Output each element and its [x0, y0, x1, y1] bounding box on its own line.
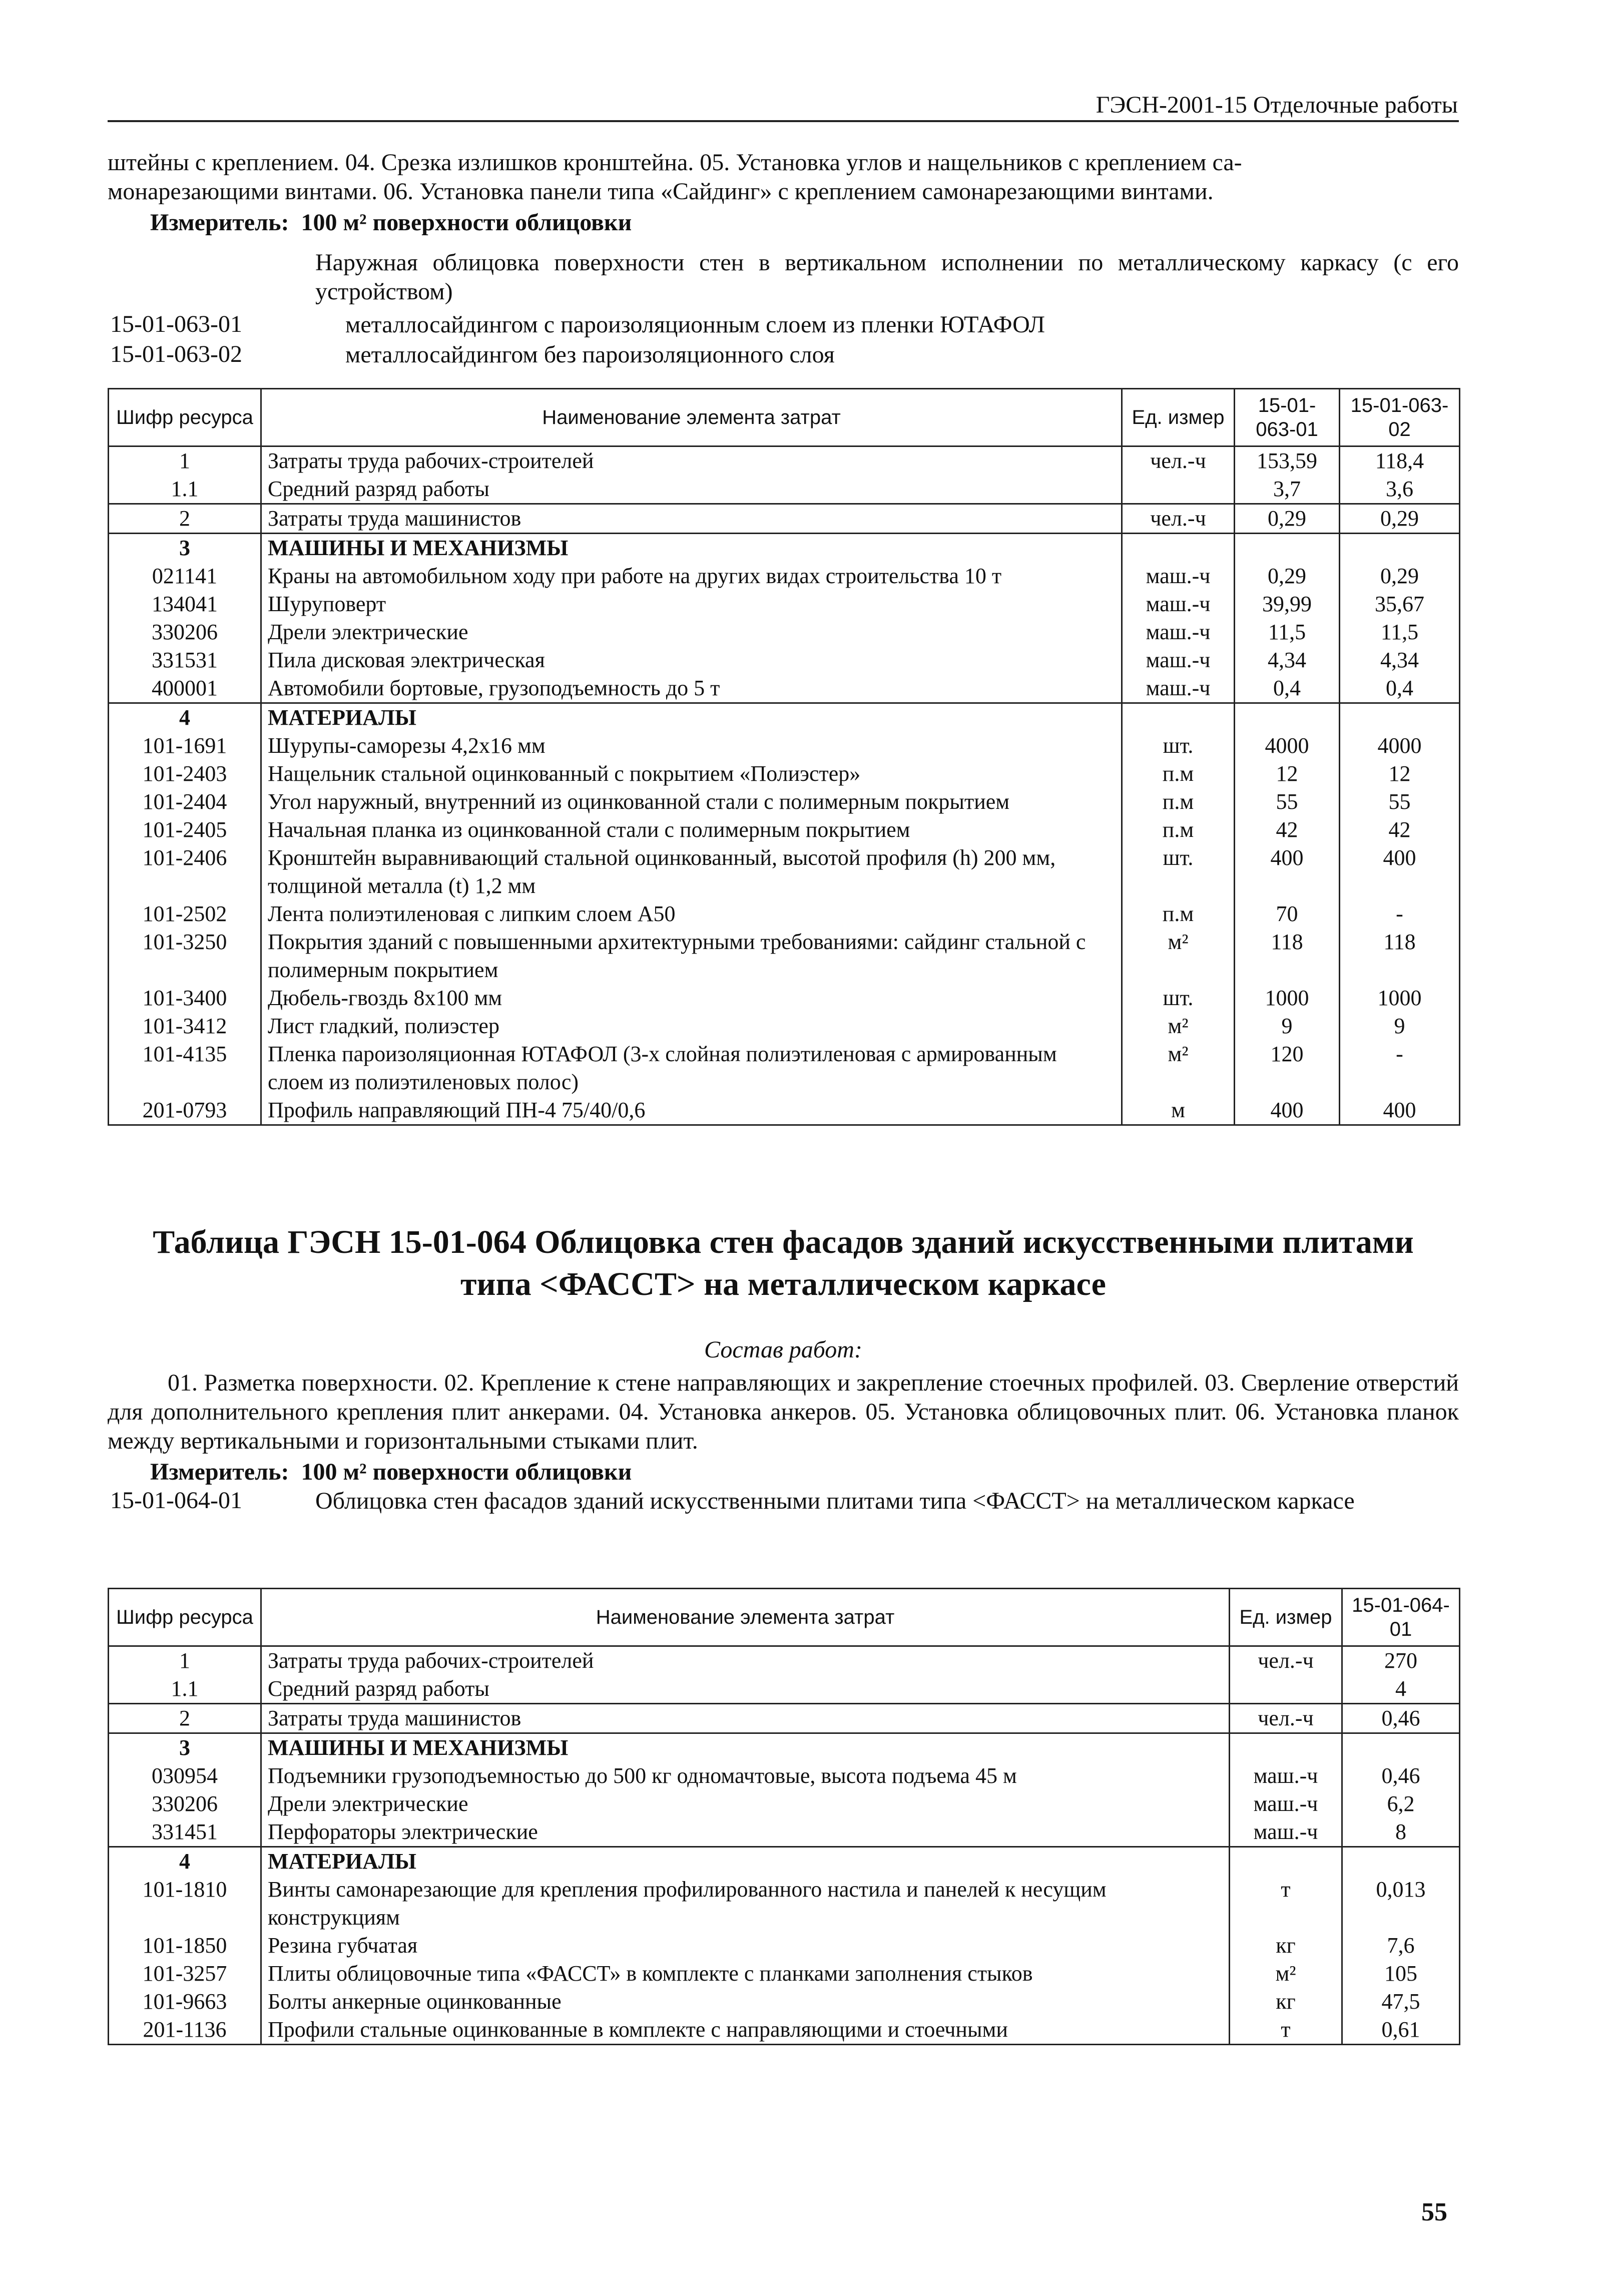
cell-norm-2: 35,67	[1340, 590, 1460, 618]
cell-norm-2	[1340, 534, 1460, 563]
cell-norm-2: 11,5	[1340, 618, 1460, 646]
cell-norm-2: 0,29	[1340, 562, 1460, 590]
cell-name: Средний разряд работы	[261, 475, 1122, 504]
cell-name: Угол наружный, внутренний из оцинкованной стали с полимерным покрытием	[261, 788, 1122, 816]
table-row	[109, 1012, 1460, 1040]
table-row	[109, 1040, 1460, 1096]
cell-code: 101-2403	[109, 760, 261, 788]
cell-name: Пленка пароизоляционная ЮТАФОЛ (3-х слойная полиэтиленовая с армированным слоем из полиэтиленовых полос)	[261, 1040, 1122, 1096]
meter-label-text: Измеритель:	[150, 1459, 289, 1485]
table-header-row	[109, 1589, 1460, 1646]
col-header-unit: Ед. измер	[1230, 1589, 1342, 1646]
col-header-name: Наименование элемента затрат	[261, 389, 1122, 446]
cell-norm-1: 7,6	[1342, 1932, 1460, 1960]
item-text: Облицовка стен фасадов зданий искусственными плитами типа <ФАССТ> на металлическом каркасе	[315, 1488, 1355, 1514]
cell-norm-2: 12	[1340, 760, 1460, 788]
cell-norm-1: 400	[1235, 1096, 1340, 1125]
cell-unit: шт.	[1122, 844, 1235, 900]
table-row	[109, 534, 1460, 563]
table-row	[109, 1988, 1460, 2016]
composition-label: Состав работ:	[704, 1336, 862, 1363]
table-row	[109, 504, 1460, 534]
resource-table-063	[108, 388, 1460, 1126]
cell-code: 201-0793	[109, 1096, 261, 1125]
meter-label-text: Измеритель:	[150, 209, 289, 236]
cell-code: 2	[109, 504, 261, 534]
item-code: 15-01-063-01	[110, 311, 242, 337]
cell-code: 101-3412	[109, 1012, 261, 1040]
cell-code: 4	[109, 703, 261, 732]
cell-norm-1: 39,99	[1235, 590, 1340, 618]
cell-norm-1: 0,46	[1342, 1704, 1460, 1733]
cell-code: 101-2405	[109, 816, 261, 844]
cell-unit: маш.-ч	[1230, 1790, 1342, 1818]
cell-unit: т	[1230, 1876, 1342, 1932]
cell-unit: маш.-ч	[1122, 590, 1235, 618]
meter-label-2	[150, 1458, 632, 1487]
cell-name: Затраты труда машинистов	[261, 504, 1122, 534]
cell-name: Пила дисковая электрическая	[261, 646, 1122, 674]
cell-code: 101-1850	[109, 1932, 261, 1960]
cell-unit: м	[1122, 1096, 1235, 1125]
cell-code: 101-2404	[109, 788, 261, 816]
cell-code: 3	[109, 534, 261, 563]
table-row	[109, 1847, 1460, 1876]
table-row	[109, 1733, 1460, 1762]
cell-norm-1	[1342, 1733, 1460, 1762]
cell-norm-1: 0,013	[1342, 1876, 1460, 1932]
cell-norm-2: 118	[1340, 928, 1460, 984]
table-row	[109, 2016, 1460, 2045]
cell-norm-2: 9	[1340, 1012, 1460, 1040]
table-row	[109, 590, 1460, 618]
table-title-line-2: типа <ФАССТ> на металлическом каркасе	[460, 1266, 1106, 1302]
cell-code: 331531	[109, 646, 261, 674]
cell-code: 101-2502	[109, 900, 261, 928]
page-number: 55	[1421, 2198, 1447, 2226]
cell-unit: кг	[1230, 1988, 1342, 2016]
cell-name: МАШИНЫ И МЕХАНИЗМЫ	[261, 1733, 1230, 1762]
cell-code: 101-1810	[109, 1876, 261, 1932]
cell-name: Дрели электрические	[261, 1790, 1230, 1818]
table-row	[109, 844, 1460, 900]
cell-name: Профиль направляющий ПН-4 75/40/0,6	[261, 1096, 1122, 1125]
table-row	[109, 928, 1460, 984]
cell-code: 2	[109, 1704, 261, 1733]
cell-norm-2: 1000	[1340, 984, 1460, 1012]
cell-code: 1.1	[109, 1675, 261, 1704]
cell-norm-1: 3,7	[1235, 475, 1340, 504]
cell-code: 400001	[109, 674, 261, 703]
cell-code: 030954	[109, 1762, 261, 1790]
table-row	[109, 760, 1460, 788]
cell-name: МАТЕРИАЛЫ	[261, 703, 1122, 732]
cell-unit: маш.-ч	[1230, 1762, 1342, 1790]
cell-norm-1: 4,34	[1235, 646, 1340, 674]
table-row	[109, 1932, 1460, 1960]
cell-unit: м²	[1122, 928, 1235, 984]
cell-unit	[1230, 1733, 1342, 1762]
cell-norm-1: 0,29	[1235, 504, 1340, 534]
cell-name: Винты самонарезающие для крепления профилированного настила и панелей к несущим конструкциям	[261, 1876, 1230, 1932]
cell-norm-1: 11,5	[1235, 618, 1340, 646]
cell-name: Автомобили бортовые, грузоподъемность до 5 т	[261, 674, 1122, 703]
cell-unit	[1122, 534, 1235, 563]
cell-code: 330206	[109, 1790, 261, 1818]
cell-name: Шуруповерт	[261, 590, 1122, 618]
table-row	[109, 1762, 1460, 1790]
cell-code: 101-3257	[109, 1960, 261, 1988]
cell-norm-1: 9	[1235, 1012, 1340, 1040]
cell-unit: п.м	[1122, 788, 1235, 816]
cell-norm-1: 6,2	[1342, 1790, 1460, 1818]
cell-code: 101-2406	[109, 844, 261, 900]
col-header-norm-2: 15-01-063-02	[1340, 389, 1460, 446]
table-row	[109, 674, 1460, 703]
cell-norm-1: 270	[1342, 1646, 1460, 1675]
table-row	[109, 562, 1460, 590]
cell-unit: чел.-ч	[1230, 1704, 1342, 1733]
cell-name: Лента полиэтиленовая с липким слоем А50	[261, 900, 1122, 928]
table-row	[109, 788, 1460, 816]
cell-code: 101-9663	[109, 1988, 261, 2016]
cell-name: Нащельник стальной оцинкованный с покрытием «Полиэстер»	[261, 760, 1122, 788]
cell-unit: шт.	[1122, 984, 1235, 1012]
cell-unit: п.м	[1122, 816, 1235, 844]
cell-code: 331451	[109, 1818, 261, 1847]
table-row	[109, 900, 1460, 928]
cell-norm-1: 12	[1235, 760, 1340, 788]
cell-norm-1: 0,46	[1342, 1762, 1460, 1790]
cell-code: 4	[109, 1847, 261, 1876]
cell-unit: маш.-ч	[1122, 618, 1235, 646]
item-code: 15-01-064-01	[110, 1487, 242, 1514]
cell-unit: м²	[1230, 1960, 1342, 1988]
cell-code: 101-4135	[109, 1040, 261, 1096]
cell-norm-2: 4000	[1340, 732, 1460, 760]
cell-norm-1: 4000	[1235, 732, 1340, 760]
table-row	[109, 1818, 1460, 1847]
col-header-unit: Ед. измер	[1122, 389, 1235, 446]
table-row	[109, 732, 1460, 760]
table-row	[109, 475, 1460, 504]
cell-code: 1	[109, 1646, 261, 1675]
cell-name: Лист гладкий, полиэстер	[261, 1012, 1122, 1040]
table-row	[109, 1960, 1460, 1988]
cell-unit	[1122, 703, 1235, 732]
cell-name: Кронштейн выравнивающий стальной оцинкованный, высотой профиля (h) 200 мм, толщиной металла (t) 1,2 мм	[261, 844, 1122, 900]
cell-norm-1: 4	[1342, 1675, 1460, 1704]
cell-norm-1: 120	[1235, 1040, 1340, 1096]
cell-norm-1: 0,61	[1342, 2016, 1460, 2045]
cell-norm-2	[1340, 703, 1460, 732]
cell-norm-1: 70	[1235, 900, 1340, 928]
cell-unit: чел.-ч	[1122, 446, 1235, 476]
running-header: ГЭСН-2001-15 Отделочные работы	[1096, 92, 1458, 118]
cell-unit: м²	[1122, 1040, 1235, 1096]
cell-unit: маш.-ч	[1122, 646, 1235, 674]
cell-unit: маш.-ч	[1122, 562, 1235, 590]
cell-norm-2: -	[1340, 900, 1460, 928]
cell-unit: чел.-ч	[1230, 1646, 1342, 1675]
col-header-code: Шифр ресурса	[109, 1589, 261, 1646]
cell-name: Начальная планка из оцинкованной стали с полимерным покрытием	[261, 816, 1122, 844]
cell-code: 3	[109, 1733, 261, 1762]
cell-norm-1	[1342, 1847, 1460, 1876]
cell-name: Плиты облицовочные типа «ФАССТ» в комплекте с планками заполнения стыков	[261, 1960, 1230, 1988]
cell-name: МАТЕРИАЛЫ	[261, 1847, 1230, 1876]
cell-code: 1	[109, 446, 261, 476]
cell-unit: маш.-ч	[1122, 674, 1235, 703]
col-header-norm-1: 15-01-063-01	[1235, 389, 1340, 446]
cell-unit	[1230, 1847, 1342, 1876]
cell-norm-1: 1000	[1235, 984, 1340, 1012]
cell-name: Дюбель-гвоздь 8x100 мм	[261, 984, 1122, 1012]
cell-name: Резина губчатая	[261, 1932, 1230, 1960]
cell-norm-2: -	[1340, 1040, 1460, 1096]
cell-unit: маш.-ч	[1230, 1818, 1342, 1847]
item-text: металлосайдингом с пароизоляционным слоем из пленки ЮТАФОЛ	[345, 311, 1045, 338]
cell-norm-1	[1235, 534, 1340, 563]
cell-name: Перфораторы электрические	[261, 1818, 1230, 1847]
table-header-row	[109, 389, 1460, 446]
group-description: Наружная облицовка поверхности стен в вертикальном исполнении по металлическому каркасу (с его устройством)	[315, 249, 1459, 305]
cell-code: 330206	[109, 618, 261, 646]
cell-unit: п.м	[1122, 900, 1235, 928]
cell-norm-1: 0,4	[1235, 674, 1340, 703]
col-header-norm-1: 15-01-064-01	[1342, 1589, 1460, 1646]
table-row	[109, 1675, 1460, 1704]
cell-unit: м²	[1122, 1012, 1235, 1040]
cell-norm-2: 400	[1340, 844, 1460, 900]
table-row	[109, 1790, 1460, 1818]
cell-name: Шурупы-саморезы 4,2x16 мм	[261, 732, 1122, 760]
cell-norm-2: 55	[1340, 788, 1460, 816]
cell-code: 101-1691	[109, 732, 261, 760]
cell-unit: шт.	[1122, 732, 1235, 760]
cell-norm-2: 0,29	[1340, 504, 1460, 534]
table-row	[109, 446, 1460, 476]
item-code: 15-01-063-02	[110, 341, 242, 367]
table-row	[109, 1704, 1460, 1733]
meter-label	[150, 208, 632, 237]
resource-table-064	[108, 1588, 1460, 2045]
cell-name: МАШИНЫ И МЕХАНИЗМЫ	[261, 534, 1122, 563]
header-rule	[108, 120, 1459, 122]
cell-name: Затраты труда рабочих-строителей	[261, 1646, 1230, 1675]
table-row	[109, 703, 1460, 732]
cell-norm-2: 0,4	[1340, 674, 1460, 703]
cell-unit: чел.-ч	[1122, 504, 1235, 534]
cell-norm-2: 42	[1340, 816, 1460, 844]
cell-code: 134041	[109, 590, 261, 618]
cell-norm-1	[1235, 703, 1340, 732]
cell-norm-2: 118,4	[1340, 446, 1460, 476]
cell-norm-1: 400	[1235, 844, 1340, 900]
cell-norm-1: 8	[1342, 1818, 1460, 1847]
cell-unit	[1230, 1675, 1342, 1704]
item-text: металлосайдингом без пароизоляционного слоя	[345, 341, 835, 368]
cell-norm-2: 3,6	[1340, 475, 1460, 504]
cell-unit: кг	[1230, 1932, 1342, 1960]
cell-name: Профили стальные оцинкованные в комплекте с направляющими и стоечными	[261, 2016, 1230, 2045]
cell-norm-1: 55	[1235, 788, 1340, 816]
col-header-name: Наименование элемента затрат	[261, 1589, 1230, 1646]
cell-code: 1.1	[109, 475, 261, 504]
cell-code: 101-3400	[109, 984, 261, 1012]
meter-value: 100 м² поверхности облицовки	[301, 209, 632, 236]
cell-code: 021141	[109, 562, 261, 590]
cell-unit: т	[1230, 2016, 1342, 2045]
table-row	[109, 984, 1460, 1012]
cell-code: 201-1136	[109, 2016, 261, 2045]
cell-norm-1: 105	[1342, 1960, 1460, 1988]
cell-name: Болты анкерные оцинкованные	[261, 1988, 1230, 2016]
cell-name: Дрели электрические	[261, 618, 1122, 646]
cell-name: Затраты труда машинистов	[261, 1704, 1230, 1733]
table-row	[109, 646, 1460, 674]
cell-unit: п.м	[1122, 760, 1235, 788]
cell-norm-1: 42	[1235, 816, 1340, 844]
table-row	[109, 1876, 1460, 1932]
intro-line-2: монарезающими винтами. 06. Установка панели типа «Сайдинг» с креплением самонарезающими винтами.	[108, 178, 1214, 205]
cell-name: Покрытия зданий с повышенными архитектурными требованиями: сайдинг стальной с полимерным покрытием	[261, 928, 1122, 984]
cell-code: 101-3250	[109, 928, 261, 984]
cell-unit	[1122, 475, 1235, 504]
cell-name: Средний разряд работы	[261, 1675, 1230, 1704]
table-row	[109, 816, 1460, 844]
table-title-line-1: Таблица ГЭСН 15-01-064 Облицовка стен фасадов зданий искусственными плитами	[153, 1224, 1414, 1260]
meter-value: 100 м² поверхности облицовки	[301, 1459, 632, 1485]
intro-line-1: штейны с креплением. 04. Срезка излишков кронштейна. 05. Установка углов и нащельников с креплением са-	[108, 149, 1242, 176]
composition-text: 01. Разметка поверхности. 02. Крепление к стене направляющих и закрепление стоечных профилей. 03. Сверление отверстий для дополнительного крепления плит анкерами. 04. Установка анкеров. 05. Установка облицовочных плит. 06. Установка планок между вертикальными и горизонтальными стыками плит.	[108, 1369, 1459, 1454]
cell-name: Подъемники грузоподъемностью до 500 кг одномачтовые, высота подъема 45 м	[261, 1762, 1230, 1790]
cell-norm-2: 4,34	[1340, 646, 1460, 674]
cell-norm-1: 0,29	[1235, 562, 1340, 590]
cell-name: Краны на автомобильном ходу при работе на других видах строительства 10 т	[261, 562, 1122, 590]
cell-name: Затраты труда рабочих-строителей	[261, 446, 1122, 476]
table-row	[109, 1096, 1460, 1125]
cell-norm-1: 47,5	[1342, 1988, 1460, 2016]
cell-norm-1: 118	[1235, 928, 1340, 984]
table-row	[109, 1646, 1460, 1675]
cell-norm-2: 400	[1340, 1096, 1460, 1125]
table-row	[109, 618, 1460, 646]
col-header-code: Шифр ресурса	[109, 389, 261, 446]
cell-norm-1: 153,59	[1235, 446, 1340, 476]
